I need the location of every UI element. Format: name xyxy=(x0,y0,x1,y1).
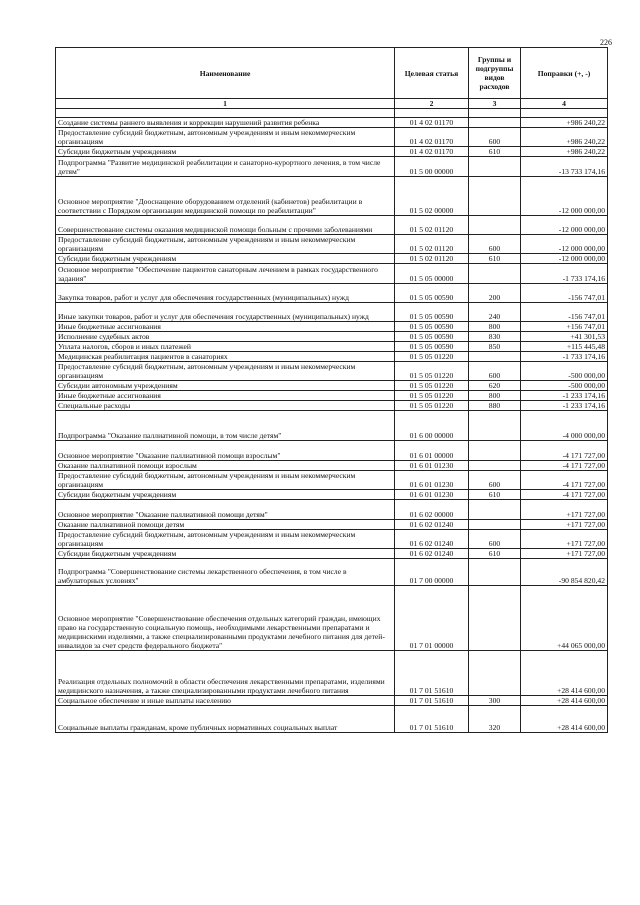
row-amount: +171 727,00 xyxy=(521,520,608,530)
row-name: Субсидии бюджетным учреждениям xyxy=(56,490,395,500)
header-amount: Поправки (+, -) xyxy=(521,48,608,99)
row-amount: -12 000 000,00 xyxy=(521,177,608,216)
row-code: 01 7 01 51610 xyxy=(395,651,469,696)
row-code: 01 7 01 51610 xyxy=(395,706,469,733)
row-amount: +115 445,48 xyxy=(521,342,608,352)
row-name: Медицинская реабилитация пациентов в санаториях xyxy=(56,352,395,362)
row-name: Предоставление субсидий бюджетным, автономным учреждениям и иным некоммерческим организациям xyxy=(56,471,395,490)
row-code: 01 5 05 01220 xyxy=(395,401,469,411)
page-number: 226 xyxy=(600,38,612,47)
table-row xyxy=(56,559,608,586)
row-amount: -12 000 000,00 xyxy=(521,254,608,264)
row-amount: -90 854 820,42 xyxy=(521,559,608,586)
row-name: Предоставление субсидий бюджетным, автономным учреждениям и иным некоммерческим организациям xyxy=(56,530,395,549)
table-row xyxy=(56,586,608,651)
table-row xyxy=(56,520,608,530)
row-code: 01 6 02 01240 xyxy=(395,530,469,549)
row-group xyxy=(469,500,521,520)
row-amount: -1 233 174,16 xyxy=(521,391,608,401)
row-group: 620 xyxy=(469,381,521,391)
row-code: 01 7 00 00000 xyxy=(395,559,469,586)
table-row xyxy=(56,490,608,500)
row-amount: +986 240,22 xyxy=(521,128,608,147)
table-row xyxy=(56,118,608,128)
header-group: Группы и подгруппы видов расходов xyxy=(469,48,521,99)
row-code: 01 5 05 00590 xyxy=(395,303,469,322)
table-row xyxy=(56,235,608,254)
row-group xyxy=(469,559,521,586)
column-number: 1 xyxy=(56,99,395,109)
row-amount: +156 747,01 xyxy=(521,322,608,332)
row-group xyxy=(469,411,521,441)
row-group xyxy=(469,586,521,651)
row-amount: -12 000 000,00 xyxy=(521,235,608,254)
row-code: 01 6 02 00000 xyxy=(395,500,469,520)
table-row xyxy=(56,322,608,332)
table-row xyxy=(56,264,608,284)
row-code: 01 6 01 01230 xyxy=(395,461,469,471)
table-row xyxy=(56,530,608,549)
row-name: Реализация отдельных полномочий в области обеспечения лекарственными препаратами, изделиями медицинского назначения, а также специализированными продуктами лечебного питания xyxy=(56,651,395,696)
row-name: Субсидии автономным учреждениям xyxy=(56,381,395,391)
row-amount: -1 733 174,16 xyxy=(521,352,608,362)
row-group: 610 xyxy=(469,549,521,559)
row-code: 01 7 01 51610 xyxy=(395,696,469,706)
row-name: Субсидии бюджетным учреждениям xyxy=(56,254,395,264)
row-amount: -12 000 000,00 xyxy=(521,216,608,235)
row-code: 01 4 02 01170 xyxy=(395,118,469,128)
budget-amendments-table xyxy=(55,47,608,733)
row-amount: -1 233 174,16 xyxy=(521,401,608,411)
row-name: Основное мероприятие "Обеспечение пациентов санаторным лечением в рамках государственного задания" xyxy=(56,264,395,284)
table-row xyxy=(56,391,608,401)
table-row xyxy=(56,352,608,362)
row-name: Основное мероприятие "Оказание паллиативной помощи взрослым" xyxy=(56,441,395,461)
row-name: Создание системы раннего выявления и коррекции нарушений развития ребенка xyxy=(56,118,395,128)
column-number: 3 xyxy=(469,99,521,109)
row-amount: +28 414 600,00 xyxy=(521,706,608,733)
row-name: Уплата налогов, сборов и иных платежей xyxy=(56,342,395,352)
header-name: Наименование xyxy=(56,48,395,99)
table-row xyxy=(56,696,608,706)
table-row xyxy=(56,549,608,559)
row-group: 880 xyxy=(469,401,521,411)
row-name: Основное мероприятие "Совершенствование обеспечения отдельных категорий граждан, имеющих право на государственную социальную помощь, необходимыми лекарственными препаратами и медицинскими изделиями, а также специализированными продуктами лечебного питания для детей-инвалидов за счет средств федерального бюджета" xyxy=(56,586,395,651)
row-amount: +171 727,00 xyxy=(521,500,608,520)
table-row xyxy=(56,500,608,520)
row-amount: -4 000 000,00 xyxy=(521,411,608,441)
row-code: 01 5 05 00590 xyxy=(395,332,469,342)
row-code: 01 6 02 01240 xyxy=(395,549,469,559)
table-row xyxy=(56,128,608,147)
row-amount: +986 240,22 xyxy=(521,118,608,128)
row-code: 01 7 01 00000 xyxy=(395,586,469,651)
table-row xyxy=(56,401,608,411)
table-row xyxy=(56,381,608,391)
row-group: 320 xyxy=(469,706,521,733)
row-name: Закупка товаров, работ и услуг для обеспечения государственных (муниципальных) нужд xyxy=(56,284,395,303)
row-group: 830 xyxy=(469,332,521,342)
row-code: 01 5 02 01120 xyxy=(395,216,469,235)
row-group: 600 xyxy=(469,530,521,549)
table-row xyxy=(56,411,608,441)
row-amount: +41 301,53 xyxy=(521,332,608,342)
table-row xyxy=(56,342,608,352)
table-row xyxy=(56,332,608,342)
row-code: 01 5 02 00000 xyxy=(395,177,469,216)
table-row xyxy=(56,461,608,471)
row-code: 01 5 05 00000 xyxy=(395,264,469,284)
row-group: 240 xyxy=(469,303,521,322)
header-code: Целевая статья xyxy=(395,48,469,99)
table-row xyxy=(56,216,608,235)
row-name: Предоставление субсидий бюджетным, автономным учреждениям и иным некоммерческим организациям xyxy=(56,362,395,381)
row-name: Субсидии бюджетным учреждениям xyxy=(56,549,395,559)
row-amount: +171 727,00 xyxy=(521,530,608,549)
row-amount: -4 171 727,00 xyxy=(521,471,608,490)
row-group xyxy=(469,118,521,128)
row-name: Основное мероприятие "Оказание паллиативной помощи детям" xyxy=(56,500,395,520)
row-code: 01 6 01 01230 xyxy=(395,490,469,500)
row-group: 300 xyxy=(469,696,521,706)
row-name: Предоставление субсидий бюджетным, автономным учреждениям и иным некоммерческим организациям xyxy=(56,235,395,254)
table-row xyxy=(56,254,608,264)
row-group: 800 xyxy=(469,391,521,401)
row-code: 01 5 05 01220 xyxy=(395,362,469,381)
row-code: 01 4 02 01170 xyxy=(395,128,469,147)
row-name: Иные бюджетные ассигнования xyxy=(56,391,395,401)
table-row xyxy=(56,177,608,216)
row-amount: +28 414 600,00 xyxy=(521,696,608,706)
row-name: Предоставление субсидий бюджетным, автономным учреждениям и иным некоммерческим организациям xyxy=(56,128,395,147)
row-group: 600 xyxy=(469,362,521,381)
row-amount: -4 171 727,00 xyxy=(521,461,608,471)
row-name: Субсидии бюджетным учреждениям xyxy=(56,147,395,157)
row-code: 01 5 05 01220 xyxy=(395,352,469,362)
row-group: 600 xyxy=(469,235,521,254)
row-group: 610 xyxy=(469,490,521,500)
row-name: Иные закупки товаров, работ и услуг для обеспечения государственных (муниципальных) нужд xyxy=(56,303,395,322)
row-group: 850 xyxy=(469,342,521,352)
row-code: 01 5 05 01220 xyxy=(395,381,469,391)
row-group: 610 xyxy=(469,147,521,157)
row-amount: +986 240,22 xyxy=(521,147,608,157)
row-amount: -500 000,00 xyxy=(521,362,608,381)
row-amount: -1 733 174,16 xyxy=(521,264,608,284)
table-row xyxy=(56,157,608,177)
row-code: 01 5 05 00590 xyxy=(395,322,469,332)
row-group xyxy=(469,216,521,235)
row-code: 01 5 05 00590 xyxy=(395,284,469,303)
row-group xyxy=(469,352,521,362)
row-amount: +171 727,00 xyxy=(521,549,608,559)
row-group: 600 xyxy=(469,471,521,490)
row-group: 610 xyxy=(469,254,521,264)
row-code: 01 5 02 01120 xyxy=(395,254,469,264)
row-code: 01 5 00 00000 xyxy=(395,157,469,177)
row-code: 01 5 05 00590 xyxy=(395,342,469,352)
table-row xyxy=(56,441,608,461)
row-code: 01 4 02 01170 xyxy=(395,147,469,157)
row-amount: -156 747,01 xyxy=(521,284,608,303)
row-amount: -500 000,00 xyxy=(521,381,608,391)
row-name: Специальные расходы xyxy=(56,401,395,411)
row-name: Социальные выплаты гражданам, кроме публичных нормативных социальных выплат xyxy=(56,706,395,733)
row-amount: -4 171 727,00 xyxy=(521,490,608,500)
row-code: 01 5 02 01120 xyxy=(395,235,469,254)
row-group xyxy=(469,157,521,177)
row-group xyxy=(469,264,521,284)
table-row xyxy=(56,362,608,381)
row-name: Совершенствование системы оказания медицинской помощи больным с прочими заболеваниями xyxy=(56,216,395,235)
row-name: Социальное обеспечение и иные выплаты населению xyxy=(56,696,395,706)
column-number: 4 xyxy=(521,99,608,109)
row-amount: -4 171 727,00 xyxy=(521,441,608,461)
row-group: 800 xyxy=(469,322,521,332)
row-name: Подпрограмма "Совершенствование системы лекарственного обеспечения, в том числе в амбулаторных условиях" xyxy=(56,559,395,586)
row-amount: -13 733 174,16 xyxy=(521,157,608,177)
row-group: 600 xyxy=(469,128,521,147)
spacer-row xyxy=(56,109,608,118)
table-row xyxy=(56,706,608,733)
row-name: Оказание паллиативной помощи детям xyxy=(56,520,395,530)
row-group xyxy=(469,441,521,461)
row-group xyxy=(469,520,521,530)
row-name: Подпрограмма "Оказание паллиативной помощи, в том числе детям" xyxy=(56,411,395,441)
row-name: Оказание паллиативной помощи взрослым xyxy=(56,461,395,471)
row-name: Исполнение судебных актов xyxy=(56,332,395,342)
row-name: Подпрограмма "Развитие медицинской реабилитации и санаторно-курортного лечения, в том числе детям" xyxy=(56,157,395,177)
table-row xyxy=(56,147,608,157)
row-group: 200 xyxy=(469,284,521,303)
table-row xyxy=(56,471,608,490)
row-group xyxy=(469,461,521,471)
table-row xyxy=(56,303,608,322)
row-name: Иные бюджетные ассигнования xyxy=(56,322,395,332)
column-number: 2 xyxy=(395,99,469,109)
column-number-row xyxy=(56,99,608,109)
table-header-row xyxy=(56,48,608,99)
row-group xyxy=(469,651,521,696)
row-amount: -156 747,01 xyxy=(521,303,608,322)
row-name: Основное мероприятие "Дооснащение оборудованием отделений (кабинетов) реабилитации в соответствии с Порядком организации медицинской помощи по реабилитации" xyxy=(56,177,395,216)
row-code: 01 6 02 01240 xyxy=(395,520,469,530)
row-amount: +44 065 000,00 xyxy=(521,586,608,651)
row-group xyxy=(469,177,521,216)
row-amount: +28 414 600,00 xyxy=(521,651,608,696)
row-code: 01 5 05 01220 xyxy=(395,391,469,401)
table-row xyxy=(56,651,608,696)
row-code: 01 6 01 01230 xyxy=(395,471,469,490)
table-row xyxy=(56,284,608,303)
row-code: 01 6 00 00000 xyxy=(395,411,469,441)
row-code: 01 6 01 00000 xyxy=(395,441,469,461)
